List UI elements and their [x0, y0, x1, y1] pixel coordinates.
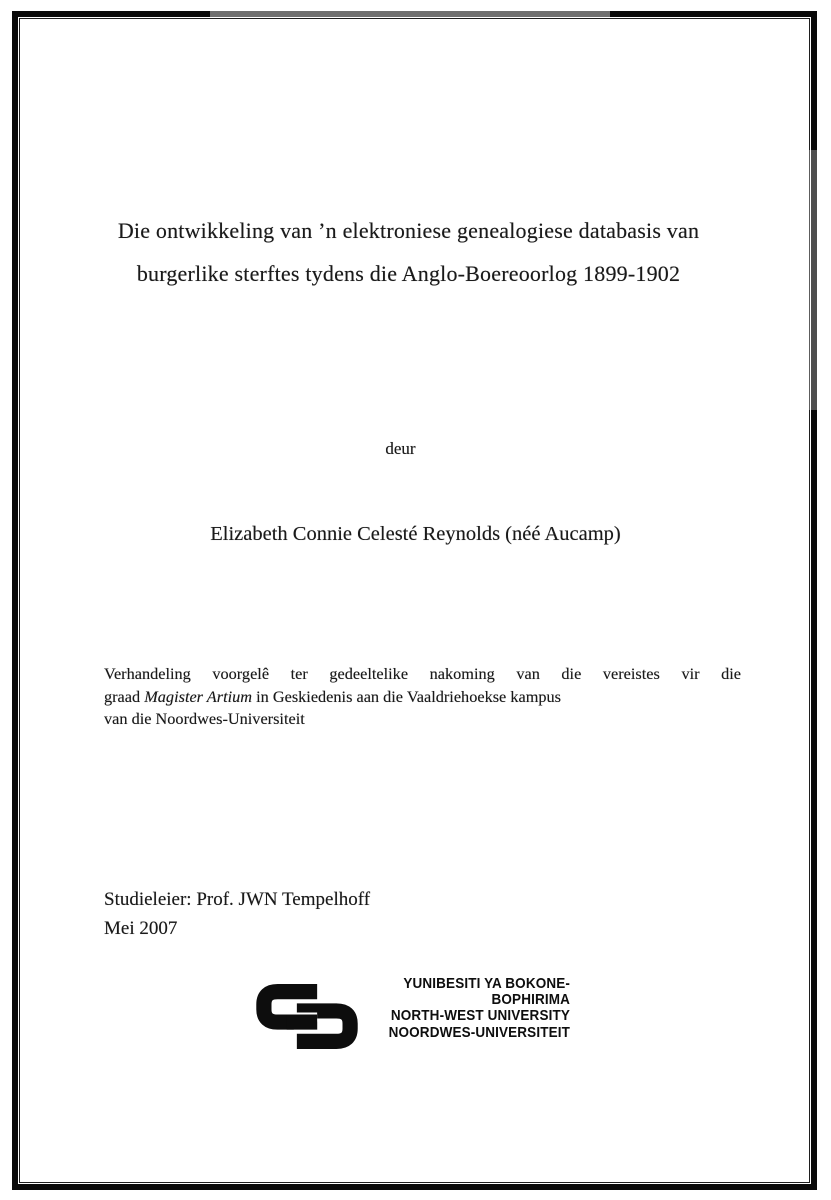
- degree-statement-line2: [104, 686, 741, 709]
- nwu-logo-line3: NOORDWES-UNIVERSITEIT: [388, 1023, 570, 1041]
- thesis-title-line1: Die ontwikkeling van ’n elektroniese genealogiese databasis van: [117, 218, 700, 243]
- date-line: Mei 2007: [104, 917, 178, 939]
- thesis-title: [20, 209, 797, 295]
- byline-deur: deur: [385, 439, 416, 458]
- nwu-logo-line2: NORTH-WEST UNIVERSITY: [390, 1007, 570, 1025]
- thesis-title-line2: burgerlike sterftes tydens die Anglo-Boereoorlog 1899-1902: [136, 261, 681, 286]
- supervisor-line: Studieleier: Prof. JWN Tempelhoff: [104, 889, 371, 910]
- degree-statement-line2-post: in Geskiedenis aan die Vaaldriehoekse kampus: [252, 686, 561, 706]
- scan-artifact: [805, 150, 817, 410]
- scan-artifact: [210, 11, 610, 17]
- nwu-logo-line1: YUNIBESITI YA BOKONE-BOPHIRIMA: [403, 975, 570, 1009]
- degree-statement-line2-pre: graad: [104, 686, 145, 706]
- degree-statement: [104, 663, 741, 731]
- author-name: Elizabeth Connie Celesté Reynolds (néé Aucamp): [210, 523, 621, 545]
- degree-name-italic: Magister Artium: [144, 686, 253, 706]
- degree-statement-line1: Verhandeling voorgelê ter gedeeltelike nakoming van die vereistes vir die: [104, 664, 741, 683]
- nwu-logo-wordmark: [327, 976, 570, 1041]
- degree-statement-line3: van die Noordwes-Universiteit: [104, 709, 305, 729]
- supervisor-block: [104, 886, 370, 943]
